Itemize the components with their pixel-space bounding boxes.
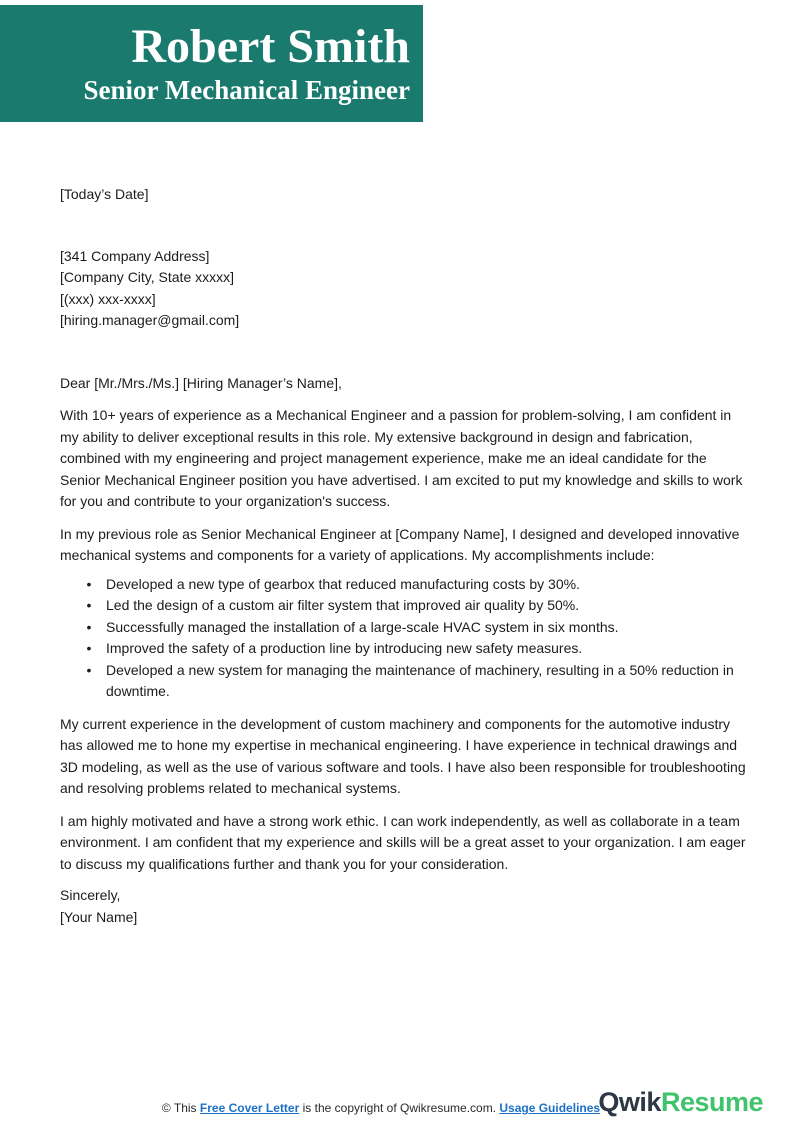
recipient-email-line: [hiring.manager@gmail.com] <box>60 312 240 328</box>
applicant-job-title: Senior Mechanical Engineer <box>83 75 410 106</box>
recipient-address-block <box>60 246 750 332</box>
list-item-text: Led the design of a custom air filter system that improved air quality by 50%. <box>106 597 580 613</box>
paragraph-intro: With 10+ years of experience as a Mechanical Engineer and a passion for problem-solving, I am confident in my ability to deliver exceptional results in this role. My extensive background in design and fabrication, combined with my engineering and project management experience, make me an ideal candidate for the Senior Mechanical Engineer position you have advertised. I am excited to put my knowledge and skills to work for you and contribute to your organization's success. <box>60 407 743 509</box>
letter-body <box>60 0 750 928</box>
applicant-name: Robert Smith <box>131 20 410 74</box>
letter-date: [Today’s Date] <box>60 186 149 202</box>
copyright-prefix: © This <box>161 1101 197 1115</box>
list-item-text: Developed a new system for managing the maintenance of machinery, resulting in a 50% reduction in downtime. <box>106 661 734 699</box>
signature-placeholder: [Your Name] <box>60 908 138 925</box>
list-item-text: Successfully managed the installation of a large-scale HVAC system in six months. <box>106 618 619 635</box>
list-item <box>82 660 750 703</box>
list-item-text: Improved the safety of a production line by introducing new safety measures. <box>106 640 583 656</box>
paragraph-current-experience: My current experience in the development of custom machinery and components for the automotive industry has allowed me to hone my expertise in mechanical engineering. I have experience in technical drawings and 3D modeling, as well as the use of various software and tools. I have also been responsible for troubleshooting and resolving problems related to mechanical systems. <box>60 715 746 796</box>
copyright-middle: is the copyright of Qwikresume.com. <box>302 1101 497 1115</box>
bullet-icon: • <box>86 661 92 678</box>
bullet-icon: • <box>86 575 92 592</box>
list-item-text: Developed a new type of gearbox that reduced manufacturing costs by 30%. <box>106 575 580 592</box>
accomplishments-list <box>82 574 750 703</box>
signoff-block <box>60 885 750 928</box>
paragraph-closing: I am highly motivated and have a strong work ethic. I can work independently, as well as collaborate in a team environment. I am confident that my experience and skills will be a great asset to your organization. I am eager to discuss my qualifications further and thank you for your consideration. <box>60 812 746 872</box>
qwikresume-logo <box>598 1087 763 1118</box>
logo-qwik-text: Qwik <box>598 1087 661 1117</box>
greeting-line: Dear [Mr./Mrs./Ms.] [Hiring Manager’s Name], <box>60 374 342 391</box>
list-item <box>82 574 750 596</box>
recipient-phone-line: [(xxx) xxx-xxxx] <box>60 290 156 307</box>
bullet-icon: • <box>86 618 92 635</box>
usage-guidelines-link[interactable]: Usage Guidelines <box>499 1101 601 1115</box>
logo-resume-text: Resume <box>660 1087 763 1117</box>
bullet-icon: • <box>86 597 92 613</box>
bullet-icon: • <box>86 640 92 656</box>
list-item <box>82 638 750 660</box>
recipient-city-line: [Company City, State xxxxx] <box>60 269 235 285</box>
free-cover-letter-link[interactable]: Free Cover Letter <box>199 1101 300 1115</box>
list-item <box>82 595 750 617</box>
recipient-address-line: [341 Company Address] <box>60 247 210 264</box>
paragraph-previous-role: In my previous role as Senior Mechanical Engineer at [Company Name], I designed and developed innovative mechanical systems and components for a variety of applications. My accomplishments include: <box>60 525 740 563</box>
list-item <box>82 617 750 639</box>
closing-word: Sincerely, <box>60 887 121 903</box>
